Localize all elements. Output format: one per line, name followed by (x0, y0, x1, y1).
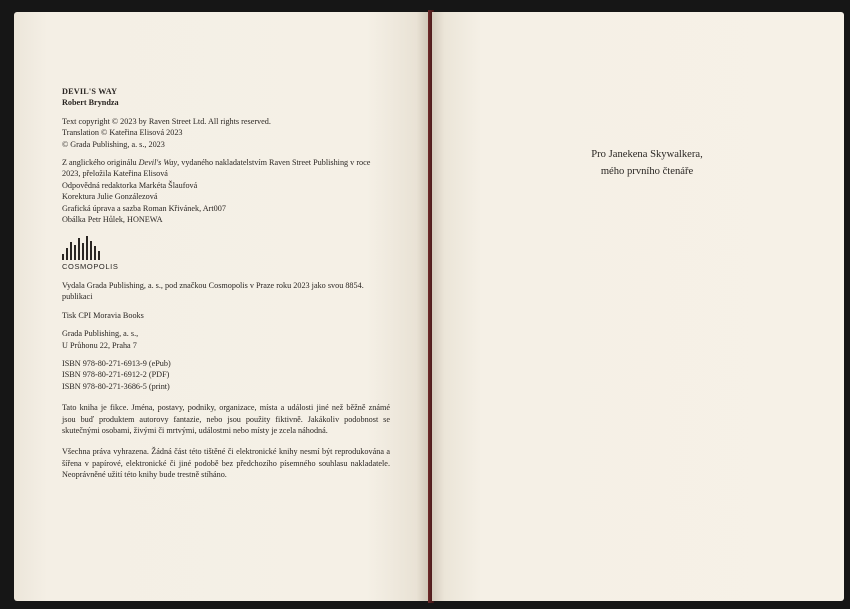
fiction-disclaimer: Tato kniha je fikce. Jména, postavy, podniky, organizace, místa a události jiné než běžně známé jsou buď produktem autorovy fantazie, nebo jsou použity fiktivně. Jakákoliv podobnost se skutečnými osobami, živými či mrtvými, událostmi nebo místy je zcela náhodná. (62, 403, 390, 435)
copyright-line: Translation © Kateřina Elisová 2023 (62, 128, 183, 138)
imprint-block (62, 86, 390, 488)
address-line: U Průhonu 22, Praha 7 (62, 340, 137, 350)
publisher-address (62, 328, 390, 351)
cosmopolis-skyline-icon (62, 234, 106, 260)
credit-line: Korektura Julie Gonzálezová (62, 192, 158, 202)
dedication (562, 146, 732, 180)
logo-label: COSMOPOLIS (62, 262, 119, 272)
isbn-line: ISBN 978-80-271-6913-9 (ePub) (62, 358, 171, 368)
credit-line: Odpovědná redaktorka Markéta Šlaufová (62, 180, 198, 190)
publisher-note: Vydala Grada Publishing, a. s., pod značkou Cosmopolis v Praze roku 2023 jako svou 8854. publikaci (62, 280, 364, 302)
dedication-page (432, 0, 844, 609)
address-line: Grada Publishing, a. s., (62, 329, 139, 339)
isbn-line: ISBN 978-80-271-3686-5 (print) (62, 381, 170, 391)
author-name: Robert Bryndza (62, 98, 119, 108)
dedication-line: mého prvního čtenáře (600, 166, 694, 177)
credit-line: Grafická úprava a sazba Roman Křivánek, Art007 (62, 203, 226, 213)
original-title: Devil's Way (138, 158, 178, 168)
credits-block (62, 157, 390, 225)
isbn-line: ISBN 978-80-271-6912-2 (PDF) (62, 370, 170, 380)
printer-line: Tisk CPI Moravia Books (62, 310, 144, 320)
copyright-block (62, 116, 390, 150)
book-title: DEVIL'S WAY (62, 87, 118, 96)
copyright-line: Text copyright © 2023 by Raven Street Ltd. All rights reserved. (62, 116, 271, 126)
original-title-line: Z anglického originálu Devil's Way, vydaného nakladatelstvím Raven Street Publishing v roce 2023, přeložila Kateřina Elisová (62, 158, 371, 179)
credit-line: Obálka Petr Hůlek, HONEWA (62, 215, 163, 225)
copyright-line: © Grada Publishing, a. s., 2023 (62, 139, 165, 149)
dedication-line: Pro Janekena Skywalkera, (591, 149, 703, 160)
cosmopolis-logo (62, 234, 122, 272)
isbn-block (62, 358, 390, 392)
rights-notice: Všechna práva vyhrazena. Žádná část této tištěné či elektronické knihy nesmí být reprodukována a šířena v papírové, elektronické či jiné podobě bez předchozího písemného souhlasu nakladatele. Neoprávněné užití této knihy bude trestně stíháno. (62, 447, 390, 480)
